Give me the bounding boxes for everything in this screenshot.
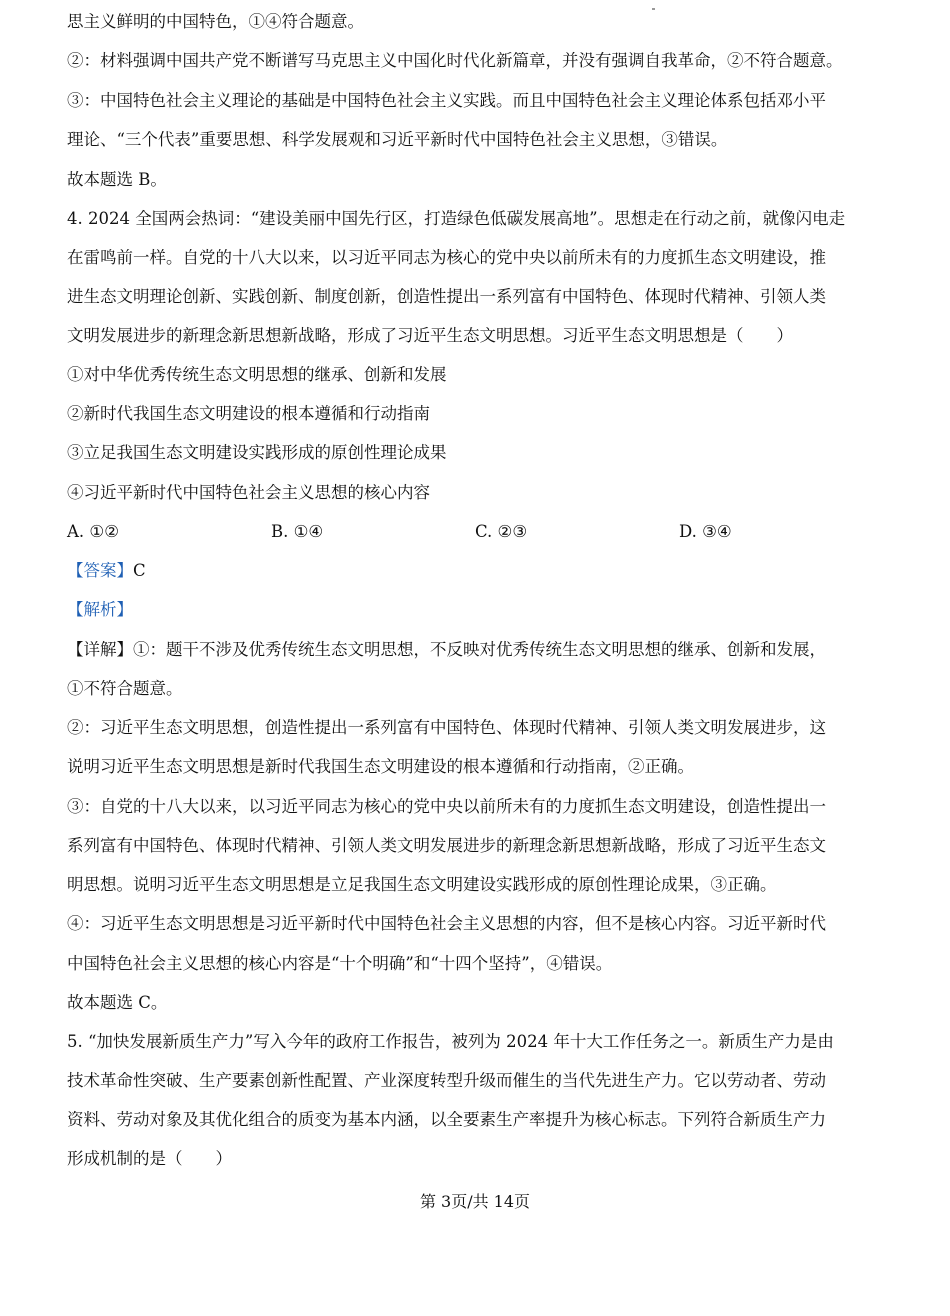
text-line: 故本题选 C。 xyxy=(67,993,168,1012)
analysis-tag: 【解析】 xyxy=(67,600,133,619)
text-line: 说明习近平生态文明思想是新时代我国生态文明建设的根本遵循和行动指南，②正确。 xyxy=(67,757,694,776)
answer-options xyxy=(67,520,890,544)
answer-line xyxy=(67,559,890,583)
statement-4: ④习近平新时代中国特色社会主义思想的核心内容 xyxy=(67,483,430,502)
detail-tag: 【详解】 xyxy=(67,640,133,659)
option-d: D. ③④ xyxy=(679,522,732,541)
text-line: ①不符合题意。 xyxy=(67,679,183,698)
statement-3: ③立足我国生态文明建设实践形成的原创性理论成果 xyxy=(67,443,447,462)
statement-2: ②新时代我国生态文明建设的根本遵循和行动指南 xyxy=(67,404,430,423)
question-4-stem: 4. 2024 全国两会热词：“建设美丽中国先行区，打造绿色低碳发展高地”。思想走在行动之前，就像闪电走 xyxy=(67,209,846,228)
option-a: A. ①② xyxy=(67,522,119,541)
option-c: C. ②③ xyxy=(475,522,528,541)
text-line: ②：习近平生态文明思想，创造性提出一系列富有中国特色、体现时代精神、引领人类文明发展进步，这 xyxy=(67,718,826,737)
text-line: 文明发展进步的新理念新思想新战略，形成了习近平生态文明思想。习近平生态文明思想是（ ） xyxy=(67,326,793,345)
detail-line xyxy=(67,638,890,662)
text-line: 形成机制的是（ ） xyxy=(67,1149,232,1168)
detail-text: ①：题干不涉及优秀传统生态文明思想，不反映对优秀传统生态文明思想的继承、创新和发展， xyxy=(133,640,826,659)
answer-tag: 【答案】 xyxy=(67,561,133,580)
analysis-line xyxy=(67,598,890,622)
text-line: 资料、劳动对象及其优化组合的质变为基本内涵，以全要素生产率提升为核心标志。下列符合新质生产力 xyxy=(67,1110,826,1129)
text-line: 中国特色社会主义思想的核心内容是“十个明确”和“十四个坚持”，④错误。 xyxy=(67,954,613,973)
text-line: ③：自党的十八大以来，以习近平同志为核心的党中央以前所未有的力度抓生态文明建设，创造性提出一 xyxy=(67,797,826,816)
question-5-stem: 5. “加快发展新质生产力”写入今年的政府工作报告，被列为 2024 年十大工作任务之一。新质生产力是由 xyxy=(67,1032,834,1051)
text-line: 故本题选 B。 xyxy=(67,170,167,189)
text-line: ②：材料强调中国共产党不断谱写马克思主义中国化时代化新篇章，并没有强调自我革命，②不符合题意。 xyxy=(67,51,843,70)
text-line: 理论、“三个代表”重要思想、科学发展观和习近平新时代中国特色社会主义思想，③错误。 xyxy=(67,130,728,149)
text-line: ④：习近平生态文明思想是习近平新时代中国特色社会主义思想的内容，但不是核心内容。习近平新时代 xyxy=(67,914,826,933)
text-line: 思主义鲜明的中国特色，①④符合题意。 xyxy=(67,12,364,31)
text-line: 在雷鸣前一样。自党的十八大以来，以习近平同志为核心的党中央以前所未有的力度抓生态文明建设，推 xyxy=(67,248,826,267)
text-line: 进生态文明理论创新、实践创新、制度创新，创造性提出一系列富有中国特色、体现时代精神、引领人类 xyxy=(67,287,826,306)
statement-1: ①对中华优秀传统生态文明思想的继承、创新和发展 xyxy=(67,365,447,384)
text-line: 明思想。说明习近平生态文明思想是立足我国生态文明建设实践形成的原创性理论成果，③正确。 xyxy=(67,875,777,894)
option-b: B. ①④ xyxy=(271,522,324,541)
text-line: ③：中国特色社会主义理论的基础是中国特色社会主义实践。而且中国特色社会主义理论体系包括邓小平 xyxy=(67,91,826,110)
answer-value: C xyxy=(133,561,146,580)
text-line: 技术革命性突破、生产要素创新性配置、产业深度转型升级而催生的当代先进生产力。它以劳动者、劳动 xyxy=(67,1071,826,1090)
text-line: 系列富有中国特色、体现时代精神、引领人类文明发展进步的新理念新思想新战略，形成了习近平生态文 xyxy=(67,836,826,855)
page-footer: 第 3页/共 14页 xyxy=(419,1192,531,1211)
